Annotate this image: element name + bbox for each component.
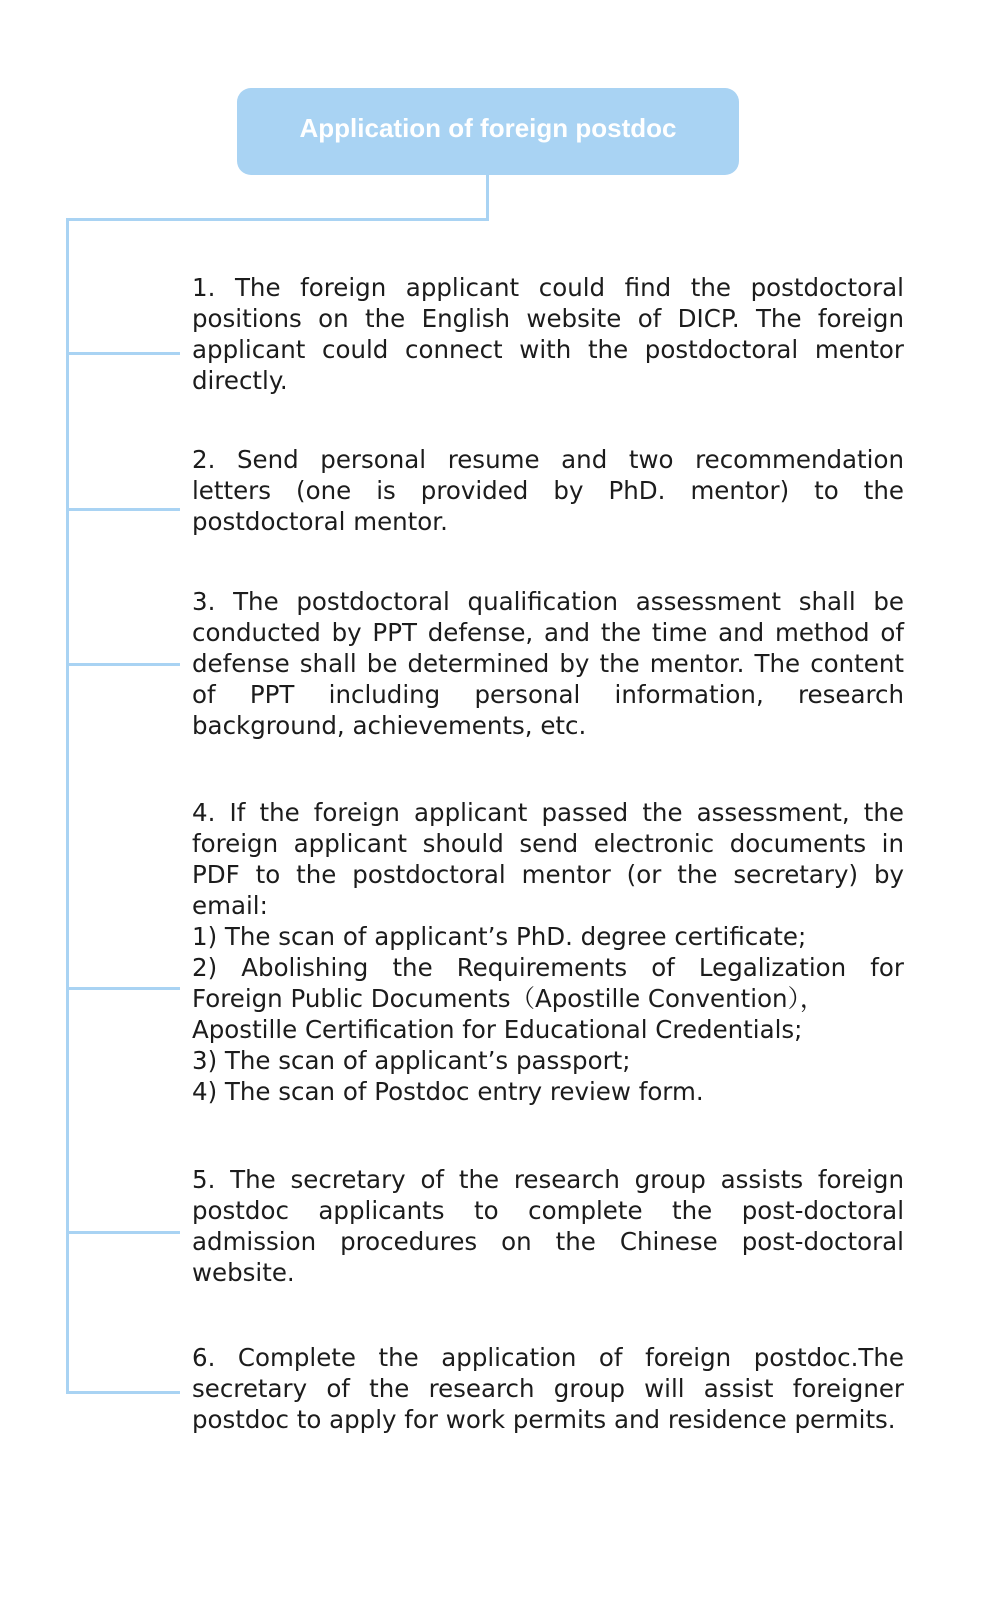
step-4-item-2-continued: Apostille Certification for Educational Credentials;	[192, 1015, 803, 1044]
step-4-item-2: 2) Abolishing the Requirements of Legalization for Foreign Public Documents（Apostille Convention），	[192, 953, 904, 1013]
step-4-item-4: 4) The scan of Postdoc entry review form.	[192, 1077, 704, 1106]
step-6-text: 6. Complete the application of foreign postdoc.The secretary of the research group will assist foreigner postdoc to apply for work permits and residence permits.	[192, 1343, 904, 1434]
branch-line-4	[66, 987, 180, 990]
step-3-text: 3. The postdoctoral qualification assessment shall be conducted by PPT defense, and the time and method of defense shall be determined by the mentor. The content of PPT including personal information, research background, achievements, etc.	[192, 587, 904, 740]
step-2-text: 2. Send personal resume and two recommendation letters (one is provided by PhD. mentor) to the postdoctoral mentor.	[192, 445, 904, 536]
step-1	[192, 272, 904, 396]
flowchart-title: Application of foreign postdoc	[299, 113, 677, 143]
step-2	[192, 444, 904, 537]
step-4	[192, 797, 904, 1107]
step-4-item-1: 1) The scan of applicant’s PhD. degree certificate;	[192, 922, 807, 951]
trunk-line	[66, 218, 69, 1394]
step-3	[192, 586, 904, 741]
step-4-item-3: 3) The scan of applicant’s passport;	[192, 1046, 631, 1075]
title-stem-line	[486, 175, 489, 220]
flowchart-title-box	[237, 88, 739, 175]
step-1-text: 1. The foreign applicant could find the postdoctoral positions on the English website of DICP. The foreign applicant could connect with the postdoctoral mentor directly.	[192, 273, 904, 395]
branch-line-1	[66, 352, 180, 355]
branch-line-2	[66, 508, 180, 511]
branch-line-5	[66, 1231, 180, 1234]
step-5-text: 5. The secretary of the research group assists foreign postdoc applicants to complete the post-doctoral admission procedures on the Chinese post-doctoral website.	[192, 1165, 904, 1287]
branch-line-3	[66, 663, 180, 666]
step-5	[192, 1164, 904, 1288]
branch-line-6	[66, 1391, 180, 1394]
top-horizontal-line	[66, 218, 489, 221]
step-4-intro: 4. If the foreign applicant passed the assessment, the foreign applicant should send electronic documents in PDF to the postdoctoral mentor (or the secretary) by email:	[192, 798, 904, 920]
step-6	[192, 1342, 904, 1435]
